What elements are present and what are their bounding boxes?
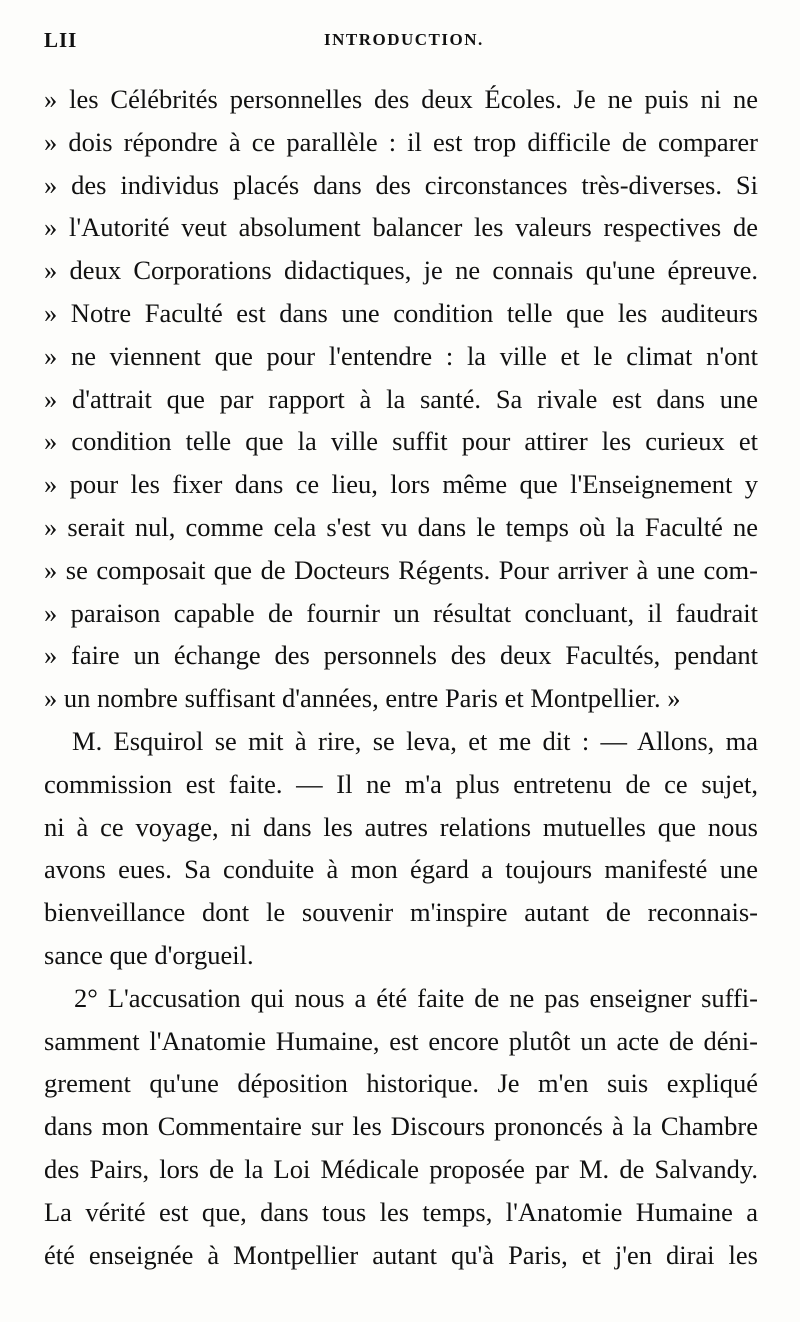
text-line: » l'Autorité veut absolument balancer les valeurs respectives de — [44, 212, 758, 243]
text-line: grement qu'une déposition historique. Je m'en suis expliqué — [44, 1068, 758, 1099]
text-line: des Pairs, lors de la Loi Médicale proposée par M. de Salvandy. — [44, 1153, 758, 1184]
text-line: dans mon Commentaire sur les Discours prononcés à la Chambre — [44, 1111, 758, 1142]
text-line: été enseignée à Montpellier autant qu'à Paris, et j'en dirai les — [44, 1239, 758, 1270]
text-line: M. Esquirol se mit à rire, se leva, et me dit : — Allons, ma — [72, 725, 758, 756]
text-line: sance que d'orgueil. — [44, 939, 254, 970]
body-text — [44, 78, 758, 1276]
text-line: » deux Corporations didactiques, je ne connais qu'une épreuve. — [44, 255, 758, 286]
text-line: » Notre Faculté est dans une condition telle que les auditeurs — [44, 297, 758, 328]
text-line: 2° L'accusation qui nous a été faite de ne pas enseigner suffi- — [74, 982, 758, 1013]
text-line: » les Célébrités personnelles des deux Écoles. Je ne puis ni ne — [44, 84, 758, 114]
text-line: » serait nul, comme cela s'est vu dans le temps où la Faculté ne — [44, 511, 758, 542]
text-line: » des individus placés dans des circonstances très-diverses. Si — [44, 169, 758, 200]
text-line: commission est faite. — Il ne m'a plus entretenu de ce sujet, — [44, 768, 758, 799]
page-number: LII — [44, 28, 78, 52]
text-line: bienveillance dont le souvenir m'inspire autant de reconnais- — [44, 897, 758, 928]
page-header — [44, 28, 760, 64]
text-line: » pour les fixer dans ce lieu, lors même que l'Enseignement y — [44, 469, 758, 500]
text-line: » paraison capable de fournir un résultat concluant, il faudrait — [44, 597, 758, 628]
text-line: samment l'Anatomie Humaine, est encore plutôt un acte de déni- — [44, 1025, 758, 1056]
text-line: avons eues. Sa conduite à mon égard a toujours manifesté une — [44, 854, 758, 885]
text-line: » d'attrait que par rapport à la santé. Sa rivale est dans une — [44, 383, 758, 414]
running-title: INTRODUCTION. — [324, 30, 484, 49]
text-line: La vérité est que, dans tous les temps, l'Anatomie Humaine a — [44, 1196, 758, 1227]
text-line: » se composait que de Docteurs Régents. Pour arriver à une com- — [44, 554, 758, 585]
text-line: » ne viennent que pour l'entendre : la ville et le climat n'ont — [44, 340, 758, 371]
text-line: ni à ce voyage, ni dans les autres relations mutuelles que nous — [44, 811, 758, 842]
text-line: » dois répondre à ce parallèle : il est trop difficile de comparer — [44, 126, 758, 157]
text-line: » faire un échange des personnels des deux Facultés, pendant — [44, 640, 758, 671]
text-line: » condition telle que la ville suffit pour attirer les curieux et — [44, 426, 758, 457]
text-line: » un nombre suffisant d'années, entre Paris et Montpellier. » — [44, 683, 681, 714]
